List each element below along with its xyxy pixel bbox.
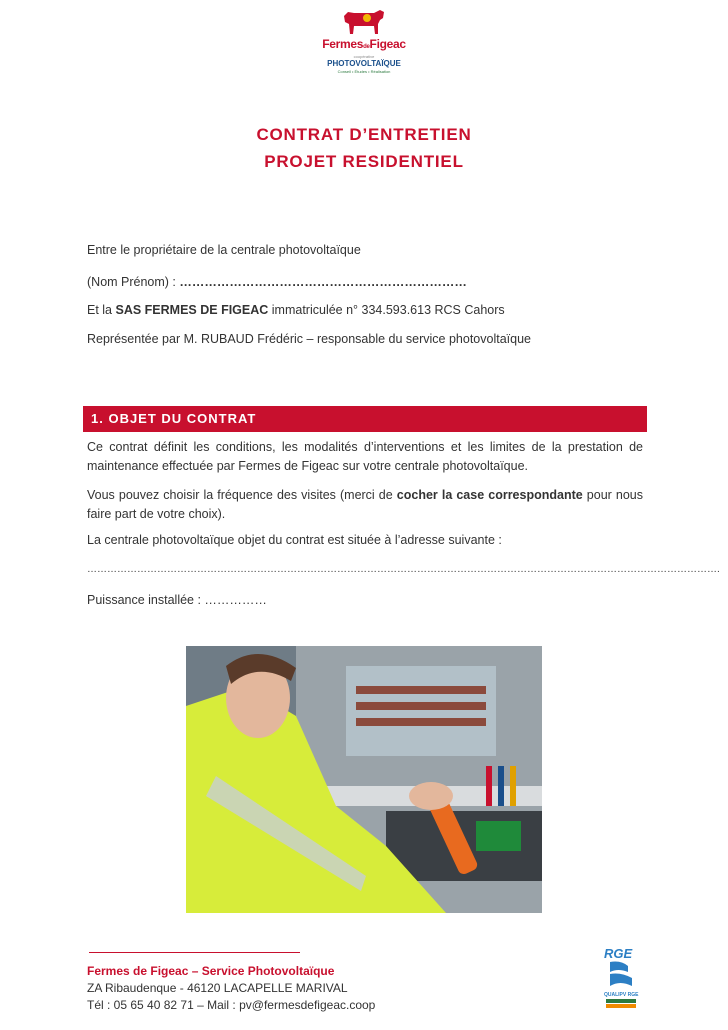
- logo-brand: FermesdeFigeac: [322, 37, 406, 51]
- intro-representative-line: Représentée par M. RUBAUD Frédéric – responsable du service photovoltaïque: [87, 332, 531, 346]
- footer-divider: [89, 952, 300, 953]
- logo-subtitle: PHOTOVOLTAÏQUE: [327, 59, 401, 68]
- installed-power-line: Puissance installée : ……………: [87, 593, 267, 607]
- footer-address: ZA Ribaudenque - 46120 LACAPELLE MARIVAL: [87, 981, 348, 995]
- company-logo: [318, 4, 410, 76]
- cow-icon: [340, 4, 388, 38]
- document-title-line2: PROJET RESIDENTIEL: [264, 152, 464, 171]
- company-name: SAS FERMES DE FIGEAC: [115, 303, 269, 317]
- paragraph-2-prefix: Vous pouvez choisir la fréquence des visites (merci de: [87, 488, 397, 502]
- technician-photo: [186, 646, 542, 913]
- address-field-dots: ……………………………………………………………………………………………………………………………………………………………………….: [87, 564, 720, 575]
- intro-name-line: [87, 275, 467, 289]
- section-paragraph-3: La centrale photovoltaïque objet du contrat est située à l’adresse suivante :: [87, 533, 502, 547]
- company-registration: immatriculée n° 334.593.613 RCS Cahors: [268, 303, 505, 317]
- section-paragraph-2: [87, 486, 643, 524]
- intro-owner-line: Entre le propriétaire de la centrale photovoltaïque: [87, 243, 361, 257]
- document-title-line1: CONTRAT D’ENTRETIEN: [256, 125, 472, 144]
- logo-tagline: Conseil • Études • Réalisation: [337, 69, 391, 74]
- intro-company-line: [87, 303, 505, 317]
- logo-small-text: coopérative: [353, 54, 375, 59]
- footer-company: Fermes de Figeac – Service Photovoltaïque: [87, 964, 335, 978]
- section-heading-bar: [83, 406, 647, 432]
- technician-at-electrical-panel-image: [186, 646, 542, 913]
- section-paragraph-1: Ce contrat définit les conditions, les modalités d’interventions et les limites de la prestation de maintenance effectuée par Fermes de Figeac sur votre centrale photovoltaïque.: [87, 440, 643, 473]
- rge-certification-badge: [598, 944, 644, 1010]
- footer-contact: Tél : 05 65 40 82 71 – Mail : pv@fermesdefigeac.coop: [87, 998, 376, 1012]
- paragraph-2-bold: cocher la case correspondante: [396, 488, 583, 502]
- name-field-dots: ……………………………………………………………: [179, 275, 467, 289]
- section-heading: 1. OBJET DU CONTRAT: [91, 411, 257, 426]
- qualipv-text: QUALIPV RGE: [604, 992, 639, 998]
- rge-logo-icon: [598, 944, 644, 1010]
- rge-text: RGE: [604, 946, 633, 961]
- paragraph-2-suffix: pour nous faire part de votre choix).: [87, 488, 644, 521]
- company-line-prefix: Et la: [87, 303, 116, 317]
- name-label: (Nom Prénom) :: [87, 275, 180, 289]
